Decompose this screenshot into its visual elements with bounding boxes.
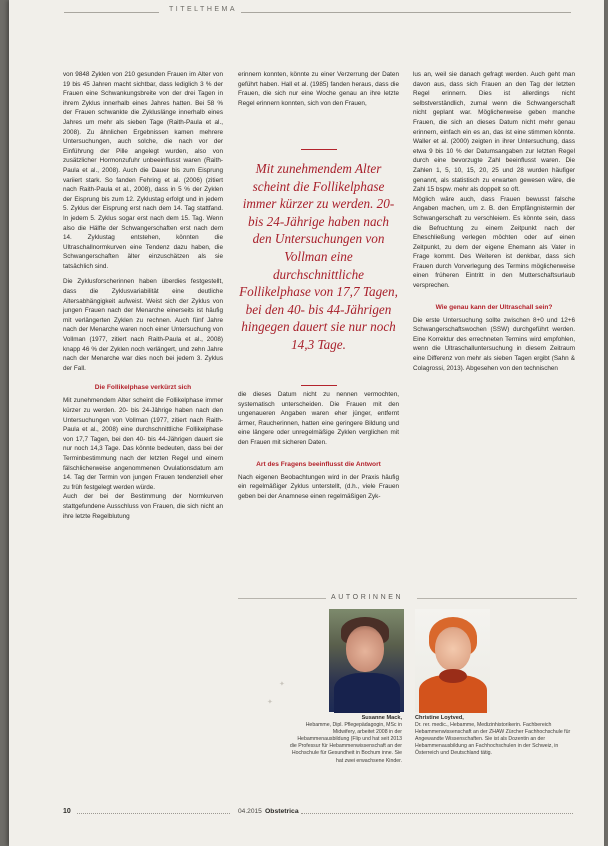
header-rule-right [241,12,571,13]
paragraph: von 9848 Zyklen von 210 gesunden Frauen im Alter von 19 bis 45 Jahren macht sichtbar, dass lediglich 3 % der Frauen eine Schwankungsbreite von der drei Tagen in ihrem Zyklus innerhalb eines Jahres hatten. Bei 58 % der Frauen schwankte die Zykluslänge innerhalb eines Jahres um mehr als sieben Tage (Raith-Paula et al., 2008). Zu ähnlichen Ergebnissen kamen mehrere Untersuchungen, auch solche, die nach vor der Einführung der Pille angelegt wurden, also von zusätzlicher Hormonzufuhr unbeeinflusst waren (Raith-Paula et al., 2008). Auch die Dauer bis zum Eisprung variiert stark. So fanden Fehring et al. (2006) (zitiert nach Raith-Paula et al., 2008), dass in 5 % der Zyklen der Eisprung bis zum 12. Zyklustag erfolgt und in jedem 5. Zyklus der Eisprung erst nach dem 14. Tag stattfand. In jedem 5. Zyklus sogar erst nach dem 15. Tag. Wenn also die Hälfte der Schwangerschaften erst nach dem 14. Zyklustag entstehen, könnten die Ultraschallnormkurven eine Tendenz dazu haben, die Schwangerschaften älter einzuschätzen als sie tatsächlich sind. [63,71,223,270]
author-photo-christine-loytved [415,609,490,712]
author-name: Susanne Mack, [361,715,402,721]
photo-body [334,673,400,713]
authors-rule-left [238,598,326,599]
paragraph: lus an, weil sie danach gefragt werden. Auch geht man davon aus, dass sich Frauen an den Tag der letzten Regel erinnern. Dies ist allerdings nicht selbstverständlich, zumal wenn die Schwangerschaft nicht geplant war. Möglicherweise geben manche Frauen, die sich an dieses Datum nicht mehr genau erinnern, einfach ein es an, das ist eine stimmen könnte. Waller et al. (2000) zeigten in ihrer Untersuchung, dass etwa 9 bis 10 % der Datumsangaben zur letzten Regel durch eine bevorzugte Zahl beeinflusst waren. Die Zahlen 1, 5, 10, 15, 20, 25 und 28 wurden häufiger genannt, als statistisch zu erwarten gewesen wäre, die Zahl 15 bspw. mehr als doppelt so oft. [413,71,575,194]
subheading: Wie genau kann der Ultraschall sein? [435,303,553,311]
photo-face [435,627,471,671]
text-column-1 [63,70,223,521]
subheading: Art des Fragens beeinflusst die Antwort [256,460,381,468]
footer-rule-right [301,813,573,814]
section-label: TITELTHEMA [169,6,238,13]
author-bio-2 [415,715,575,758]
authors-label: AUTORINNEN [331,594,404,601]
paragraph: Mit zunehmendem Alter scheint die Follikelphase immer kürzer zu werden. 20- bis 24-Jährige haben nach den Untersuchungen von Vollman (1977, zitiert nach Raith-Paula et al., 2008) eine durchschnittliche Follikelphase von 17,7 Tagen, bei den 40- bis 44-Jährigen dauert sie nur noch 14,3 Tage. Das könnte bedeuten, dass bei der Terminbestimmung nach der letzten Regel und einem fälschlicherweise angenommenen Ovulationsdatum am 14. Tag der Termin von jungen Frauen tendenziell eher zu früh festgelegt werden würde. [63,397,223,491]
pull-quote-rule-top [301,149,337,150]
sparkle-decoration: ✦ [279,681,285,688]
header-rule-left [64,12,159,13]
magazine-page [9,0,604,846]
subheading: Die Follikelphase verkürzt sich [94,384,192,392]
author-name: Christine Loytved, [415,715,464,721]
magazine-name: Obstetrica [265,808,299,815]
paragraph: die dieses Datum nicht zu nennen vermochten, systematisch unterscheiden. Die Frauen mit den ungenaueren Angaben waren eher jünger, entfernt ärmer, Raucherinnen, hatten eine geringere Bildung und eine längere oder unregelmäßige Zyklen verglichen mit den Frauen mit sicheren Daten. [238,391,399,446]
author-description: Dr. rer. medic., Hebamme, Medizinhistorikerin. Fachbereich Hebammenwissenschaft an der ZHAW Zürcher Fachhochschule für Angewandte Wissenschaften. Sie ist als Dozentin an der Hebammenausbildung an Fachhochschulen in der Schweiz, in Österreich und Deutschland tätig. [415,722,571,757]
paragraph: Möglich wäre auch, dass Frauen bewusst falsche Angaben machen, um z. B. den Empfängnistermin der Schwangerschaft zu verschleiern. Es könnte sein, dass die Befruchtung zu einem Zeitpunkt nach der Eheschließung verlegen möchten oder auf einen Zeitpunkt, zu dem der eigene Ehemann als Vater in Frage kommt. Des Weiteren ist denkbar, dass sich Frauen durch Vorverlegung des Termins möglicherweise einen früheren Eintritt in den Mutterschaftsurlaub versprechen. [413,195,575,290]
author-description: Hebamme, Dipl. Pflegepädagogin, MSc in Midwifery, arbeitet 2008 in der Hebammenausbildung (Flip und hat seit 2013 die Professur für Hebammenwissenschaft an der Hochschule für Gesundheit in Bochum inne. Sie hat zwei erwachsene Kinder. [289,722,402,764]
text-column-2-lower [238,390,399,501]
pull-quote: Mit zunehmendem Alter scheint die Follikelphase immer kürzer zu werden. 20- bis 24-Jährige haben nach den Untersuchungen von Vollman eine durchschnittliche Follikelphase von 17,7 Tagen, bei den 40- bis 44-Jährigen hingegen dauert sie nur noch 14,3 Tage. [239,161,398,352]
photo-face [346,626,384,672]
paragraph: erinnern konnten, könnte zu einer Verzerrung der Daten geführt haben. Hall et al. (1985) fanden heraus, dass die Frauen, die sich nur eine Woche genau an ihre letzte Regel erinnern konnten, sich von den Frauen, [238,71,399,107]
photo-scarf [439,669,467,683]
paragraph: Auch der bei der Bestimmung der Normkurven stattgefundene Ausschluss von Frauen, die sich nicht an ihre letzte Regelblutung [63,493,223,520]
authors-rule-right [417,598,577,599]
footer-rule-left [77,813,230,814]
text-column-3 [413,70,575,373]
sparkle-decoration: ✦ [267,699,273,706]
paragraph: Die Zyklusforscherinnen haben überdies festgestellt, dass die Zyklusvariabilität eine deutliche Altersabhängigkeit aufweist. Weist sich der Zyklus von jungen Frauen nach der Menarche einerseits ist häufig mit verlängerten Zyklen zu rechnen. Auch fünf Jahre nach der Menarche waren noch einer Untersuchung von Vollman (1977, zitiert nach Raith-Paula et al., 2008) knapp 46 % der Zyklen noch verlängert, und zehn Jahre nach der Menarche war dies noch bei jedem 3. Zyklus der Fall. [63,278,223,372]
author-bio-1 [289,715,402,765]
paragraph: Die erste Untersuchung sollte zwischen 8+0 und 12+6 Schwangerschaftswochen (SSW) durchgeführt werden. Eine Korrektur des errechneten Termins wird empfohlen, wenn die Ultraschalluntersuchung in diesem Zeitraum eine Differenz von mehr als sieben Tagen ergibt (Sahn & Colagrossi, 2013). Abgesehen von den technischen [413,316,575,372]
page-number: 10 [63,808,71,815]
author-photo-susanne-mack [329,609,404,712]
pull-quote-rule-bottom [301,385,337,386]
paragraph: Nach eigenen Beobachtungen wird in der Praxis häufig ein regelmäßiger Zyklus unterstellt, (d.h., viele Frauen geben bei der Anamnese einen regelmäßigen Zyk- [238,473,399,500]
text-column-2 [238,70,399,108]
issue-date: 04.2015 [238,808,262,815]
